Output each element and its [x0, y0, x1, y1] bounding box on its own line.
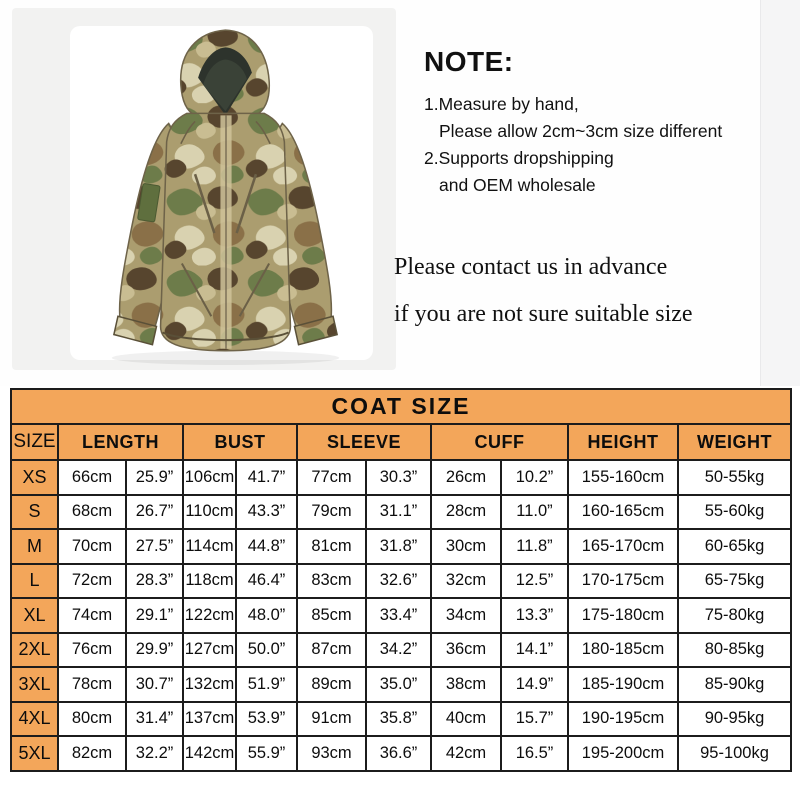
measurement-cell: 85cm: [297, 598, 366, 633]
table-row: [11, 598, 791, 633]
measurement-cell: 35.8”: [366, 702, 431, 737]
note-line-4: and OEM wholesale: [439, 175, 596, 195]
note-panel: [424, 46, 764, 199]
measurement-cell: 185-190cm: [568, 667, 678, 702]
measurement-cell: 83cm: [297, 564, 366, 599]
measurement-cell: 80cm: [58, 702, 126, 737]
measurement-cell: 40cm: [431, 702, 501, 737]
measurement-cell: 34.2”: [366, 633, 431, 668]
table-row: [11, 736, 791, 771]
measurement-cell: 32.6”: [366, 564, 431, 599]
measurement-cell: 50.0”: [236, 633, 297, 668]
measurement-cell: 11.0”: [501, 495, 568, 530]
measurement-cell: 66cm: [58, 460, 126, 495]
measurement-cell: 36.6”: [366, 736, 431, 771]
size-label-cell: 4XL: [11, 702, 58, 737]
measurement-cell: 44.8”: [236, 529, 297, 564]
measurement-cell: 142cm: [183, 736, 236, 771]
measurement-cell: 11.8”: [501, 529, 568, 564]
measurement-cell: 41.7”: [236, 460, 297, 495]
table-row: [11, 702, 791, 737]
measurement-cell: 190-195cm: [568, 702, 678, 737]
table-title-row: [11, 389, 791, 424]
size-label-cell: XS: [11, 460, 58, 495]
measurement-cell: 28cm: [431, 495, 501, 530]
size-label-cell: L: [11, 564, 58, 599]
measurement-cell: 36cm: [431, 633, 501, 668]
measurement-cell: 38cm: [431, 667, 501, 702]
measurement-cell: 55-60kg: [678, 495, 791, 530]
camouflage-jacket-image: [78, 22, 373, 367]
note-line-3: 2.Supports dropshipping: [424, 148, 614, 168]
measurement-cell: 32.2”: [126, 736, 183, 771]
measurement-cell: 82cm: [58, 736, 126, 771]
measurement-cell: 70cm: [58, 529, 126, 564]
table-row: [11, 667, 791, 702]
measurement-cell: 165-170cm: [568, 529, 678, 564]
measurement-cell: 72cm: [58, 564, 126, 599]
measurement-cell: 16.5”: [501, 736, 568, 771]
measurement-cell: 85-90kg: [678, 667, 791, 702]
measurement-cell: 170-175cm: [568, 564, 678, 599]
measurement-cell: 14.1”: [501, 633, 568, 668]
measurement-cell: 26cm: [431, 460, 501, 495]
size-label-cell: S: [11, 495, 58, 530]
measurement-cell: 35.0”: [366, 667, 431, 702]
measurement-cell: 48.0”: [236, 598, 297, 633]
contact-advice-text: [394, 244, 789, 338]
measurement-cell: 195-200cm: [568, 736, 678, 771]
size-label-cell: M: [11, 529, 58, 564]
measurement-cell: 175-180cm: [568, 598, 678, 633]
measurement-cell: 122cm: [183, 598, 236, 633]
measurement-cell: 60-65kg: [678, 529, 791, 564]
measurement-cell: 160-165cm: [568, 495, 678, 530]
measurement-cell: 132cm: [183, 667, 236, 702]
measurement-cell: 31.1”: [366, 495, 431, 530]
header-weight: WEIGHT: [678, 424, 791, 460]
header-cuff: CUFF: [431, 424, 568, 460]
measurement-cell: 30.3”: [366, 460, 431, 495]
product-info-section: [0, 0, 800, 386]
contact-line-1: Please contact us in advance: [394, 254, 668, 280]
note-heading: NOTE:: [424, 46, 514, 77]
measurement-cell: 53.9”: [236, 702, 297, 737]
measurement-cell: 180-185cm: [568, 633, 678, 668]
measurement-cell: 28.3”: [126, 564, 183, 599]
measurement-cell: 46.4”: [236, 564, 297, 599]
measurement-cell: 26.7”: [126, 495, 183, 530]
measurement-cell: 155-160cm: [568, 460, 678, 495]
measurement-cell: 91cm: [297, 702, 366, 737]
measurement-cell: 33.4”: [366, 598, 431, 633]
measurement-cell: 65-75kg: [678, 564, 791, 599]
header-length: LENGTH: [58, 424, 183, 460]
measurement-cell: 118cm: [183, 564, 236, 599]
measurement-cell: 32cm: [431, 564, 501, 599]
table-header-row: [11, 424, 791, 460]
measurement-cell: 50-55kg: [678, 460, 791, 495]
measurement-cell: 106cm: [183, 460, 236, 495]
table-title: COAT SIZE: [11, 389, 791, 424]
measurement-cell: 14.9”: [501, 667, 568, 702]
measurement-cell: 15.7”: [501, 702, 568, 737]
measurement-cell: 77cm: [297, 460, 366, 495]
measurement-cell: 31.4”: [126, 702, 183, 737]
size-label-cell: 3XL: [11, 667, 58, 702]
right-margin-strip: [760, 0, 800, 386]
measurement-cell: 74cm: [58, 598, 126, 633]
table-row: [11, 564, 791, 599]
size-label-cell: 2XL: [11, 633, 58, 668]
measurement-cell: 127cm: [183, 633, 236, 668]
measurement-cell: 75-80kg: [678, 598, 791, 633]
table-row: [11, 495, 791, 530]
note-line-2: Please allow 2cm~3cm size different: [439, 121, 723, 141]
measurement-cell: 29.1”: [126, 598, 183, 633]
header-size: SIZE: [11, 424, 58, 460]
measurement-cell: 68cm: [58, 495, 126, 530]
measurement-cell: 30.7”: [126, 667, 183, 702]
header-bust: BUST: [183, 424, 297, 460]
table-row: [11, 633, 791, 668]
measurement-cell: 13.3”: [501, 598, 568, 633]
measurement-cell: 79cm: [297, 495, 366, 530]
contact-line-2: if you are not sure suitable size: [394, 301, 693, 327]
note-line-1: 1.Measure by hand,: [424, 94, 579, 114]
coat-size-table: [10, 388, 792, 772]
table-row: [11, 529, 791, 564]
measurement-cell: 78cm: [58, 667, 126, 702]
measurement-cell: 12.5”: [501, 564, 568, 599]
measurement-cell: 43.3”: [236, 495, 297, 530]
measurement-cell: 90-95kg: [678, 702, 791, 737]
size-chart-section: [10, 388, 790, 772]
measurement-cell: 10.2”: [501, 460, 568, 495]
size-label-cell: XL: [11, 598, 58, 633]
measurement-cell: 34cm: [431, 598, 501, 633]
size-label-cell: 5XL: [11, 736, 58, 771]
measurement-cell: 25.9”: [126, 460, 183, 495]
measurement-cell: 89cm: [297, 667, 366, 702]
measurement-cell: 30cm: [431, 529, 501, 564]
measurement-cell: 114cm: [183, 529, 236, 564]
measurement-cell: 137cm: [183, 702, 236, 737]
header-height: HEIGHT: [568, 424, 678, 460]
measurement-cell: 51.9”: [236, 667, 297, 702]
measurement-cell: 76cm: [58, 633, 126, 668]
size-table-body: [11, 460, 791, 771]
measurement-cell: 110cm: [183, 495, 236, 530]
measurement-cell: 87cm: [297, 633, 366, 668]
measurement-cell: 93cm: [297, 736, 366, 771]
measurement-cell: 80-85kg: [678, 633, 791, 668]
table-row: [11, 460, 791, 495]
measurement-cell: 29.9”: [126, 633, 183, 668]
measurement-cell: 31.8”: [366, 529, 431, 564]
measurement-cell: 55.9”: [236, 736, 297, 771]
measurement-cell: 81cm: [297, 529, 366, 564]
measurement-cell: 27.5”: [126, 529, 183, 564]
header-sleeve: SLEEVE: [297, 424, 431, 460]
measurement-cell: 95-100kg: [678, 736, 791, 771]
measurement-cell: 42cm: [431, 736, 501, 771]
